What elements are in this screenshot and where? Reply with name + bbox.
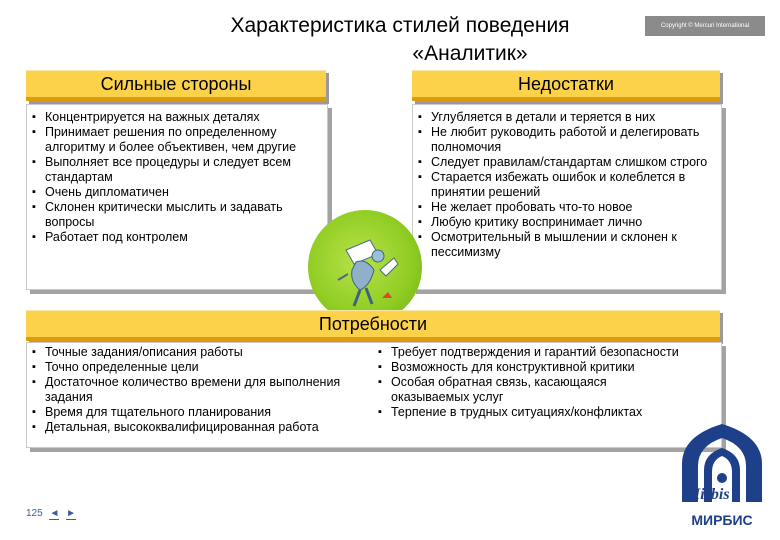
needs-panel (26, 342, 722, 448)
analyst-illustration (308, 210, 422, 324)
logo-script: Mirbis (686, 486, 730, 503)
logo-text: МИРБИС (691, 512, 753, 528)
title-line-2: «Аналитик» (412, 42, 528, 65)
weaknesses-panel (412, 104, 722, 290)
prev-slide-button[interactable]: ◄ (49, 508, 60, 519)
next-slide-button[interactable]: ► (66, 508, 77, 519)
list-item: ▪ Следует правилам/стандартам слишком строго (417, 155, 715, 170)
list-item: ▪ Детальная, высококвалифицированная работа (31, 420, 361, 435)
page-number: 125 (26, 508, 43, 519)
weaknesses-header: Недостатки (412, 70, 720, 101)
list-item: ▪ Выполняет все процедуры и следует всем стандартам (31, 155, 321, 185)
list-item: ▪ Возможность для конструктивной критики (377, 360, 687, 375)
strengths-list (27, 105, 327, 245)
analyst-figure-icon (308, 210, 422, 324)
weaknesses-list (413, 105, 721, 260)
list-item: ▪ Терпение в трудных ситуациях/конфликтах (377, 405, 687, 420)
mirbis-logo (672, 418, 772, 534)
slide-title (160, 12, 640, 68)
strengths-panel (26, 104, 328, 290)
list-item: ▪ Старается избежать ошибок и колеблется в принятии решений (417, 170, 715, 200)
list-item: ▪ Концентрируется на важных деталях (31, 110, 321, 125)
title-line-1: Характеристика стилей поведения (230, 14, 570, 37)
list-item: ▪ Точные задания/описания работы (31, 345, 361, 360)
list-item: ▪ Не любит руководить работой и делегировать полномочия (417, 125, 715, 155)
list-item: ▪ Особая обратная связь, касающаяся оказываемых услуг (377, 375, 687, 405)
list-item: ▪ Осмотрительный в мышлении и склонен к пессимизму (417, 230, 715, 260)
list-item: ▪ Время для тщательного планирования (31, 405, 361, 420)
needs-header: Потребности (26, 310, 720, 341)
list-item: ▪ Любую критику воспринимает лично (417, 215, 715, 230)
needs-right-list (377, 345, 687, 420)
strengths-header: Сильные стороны (26, 70, 326, 101)
copyright-badge: Copyright © Mercuri International (645, 16, 765, 36)
list-item: ▪ Углубляется в детали и теряется в них (417, 110, 715, 125)
list-item: ▪ Достаточное количество времени для выполнения задания (31, 375, 361, 405)
list-item: ▪ Работает под контролем (31, 230, 321, 245)
list-item: ▪ Не желает пробовать что-то новое (417, 200, 715, 215)
list-item: ▪ Склонен критически мыслить и задавать вопросы (31, 200, 321, 230)
list-item: ▪ Точно определенные цели (31, 360, 361, 375)
list-item: ▪ Принимает решения по определенному алгоритму и более объективен, чем другие (31, 125, 321, 155)
list-item: ▪ Требует подтверждения и гарантий безопасности (377, 345, 687, 360)
needs-left-list (31, 345, 361, 435)
page-navigation (26, 508, 76, 520)
list-item: ▪ Очень дипломатичен (31, 185, 321, 200)
